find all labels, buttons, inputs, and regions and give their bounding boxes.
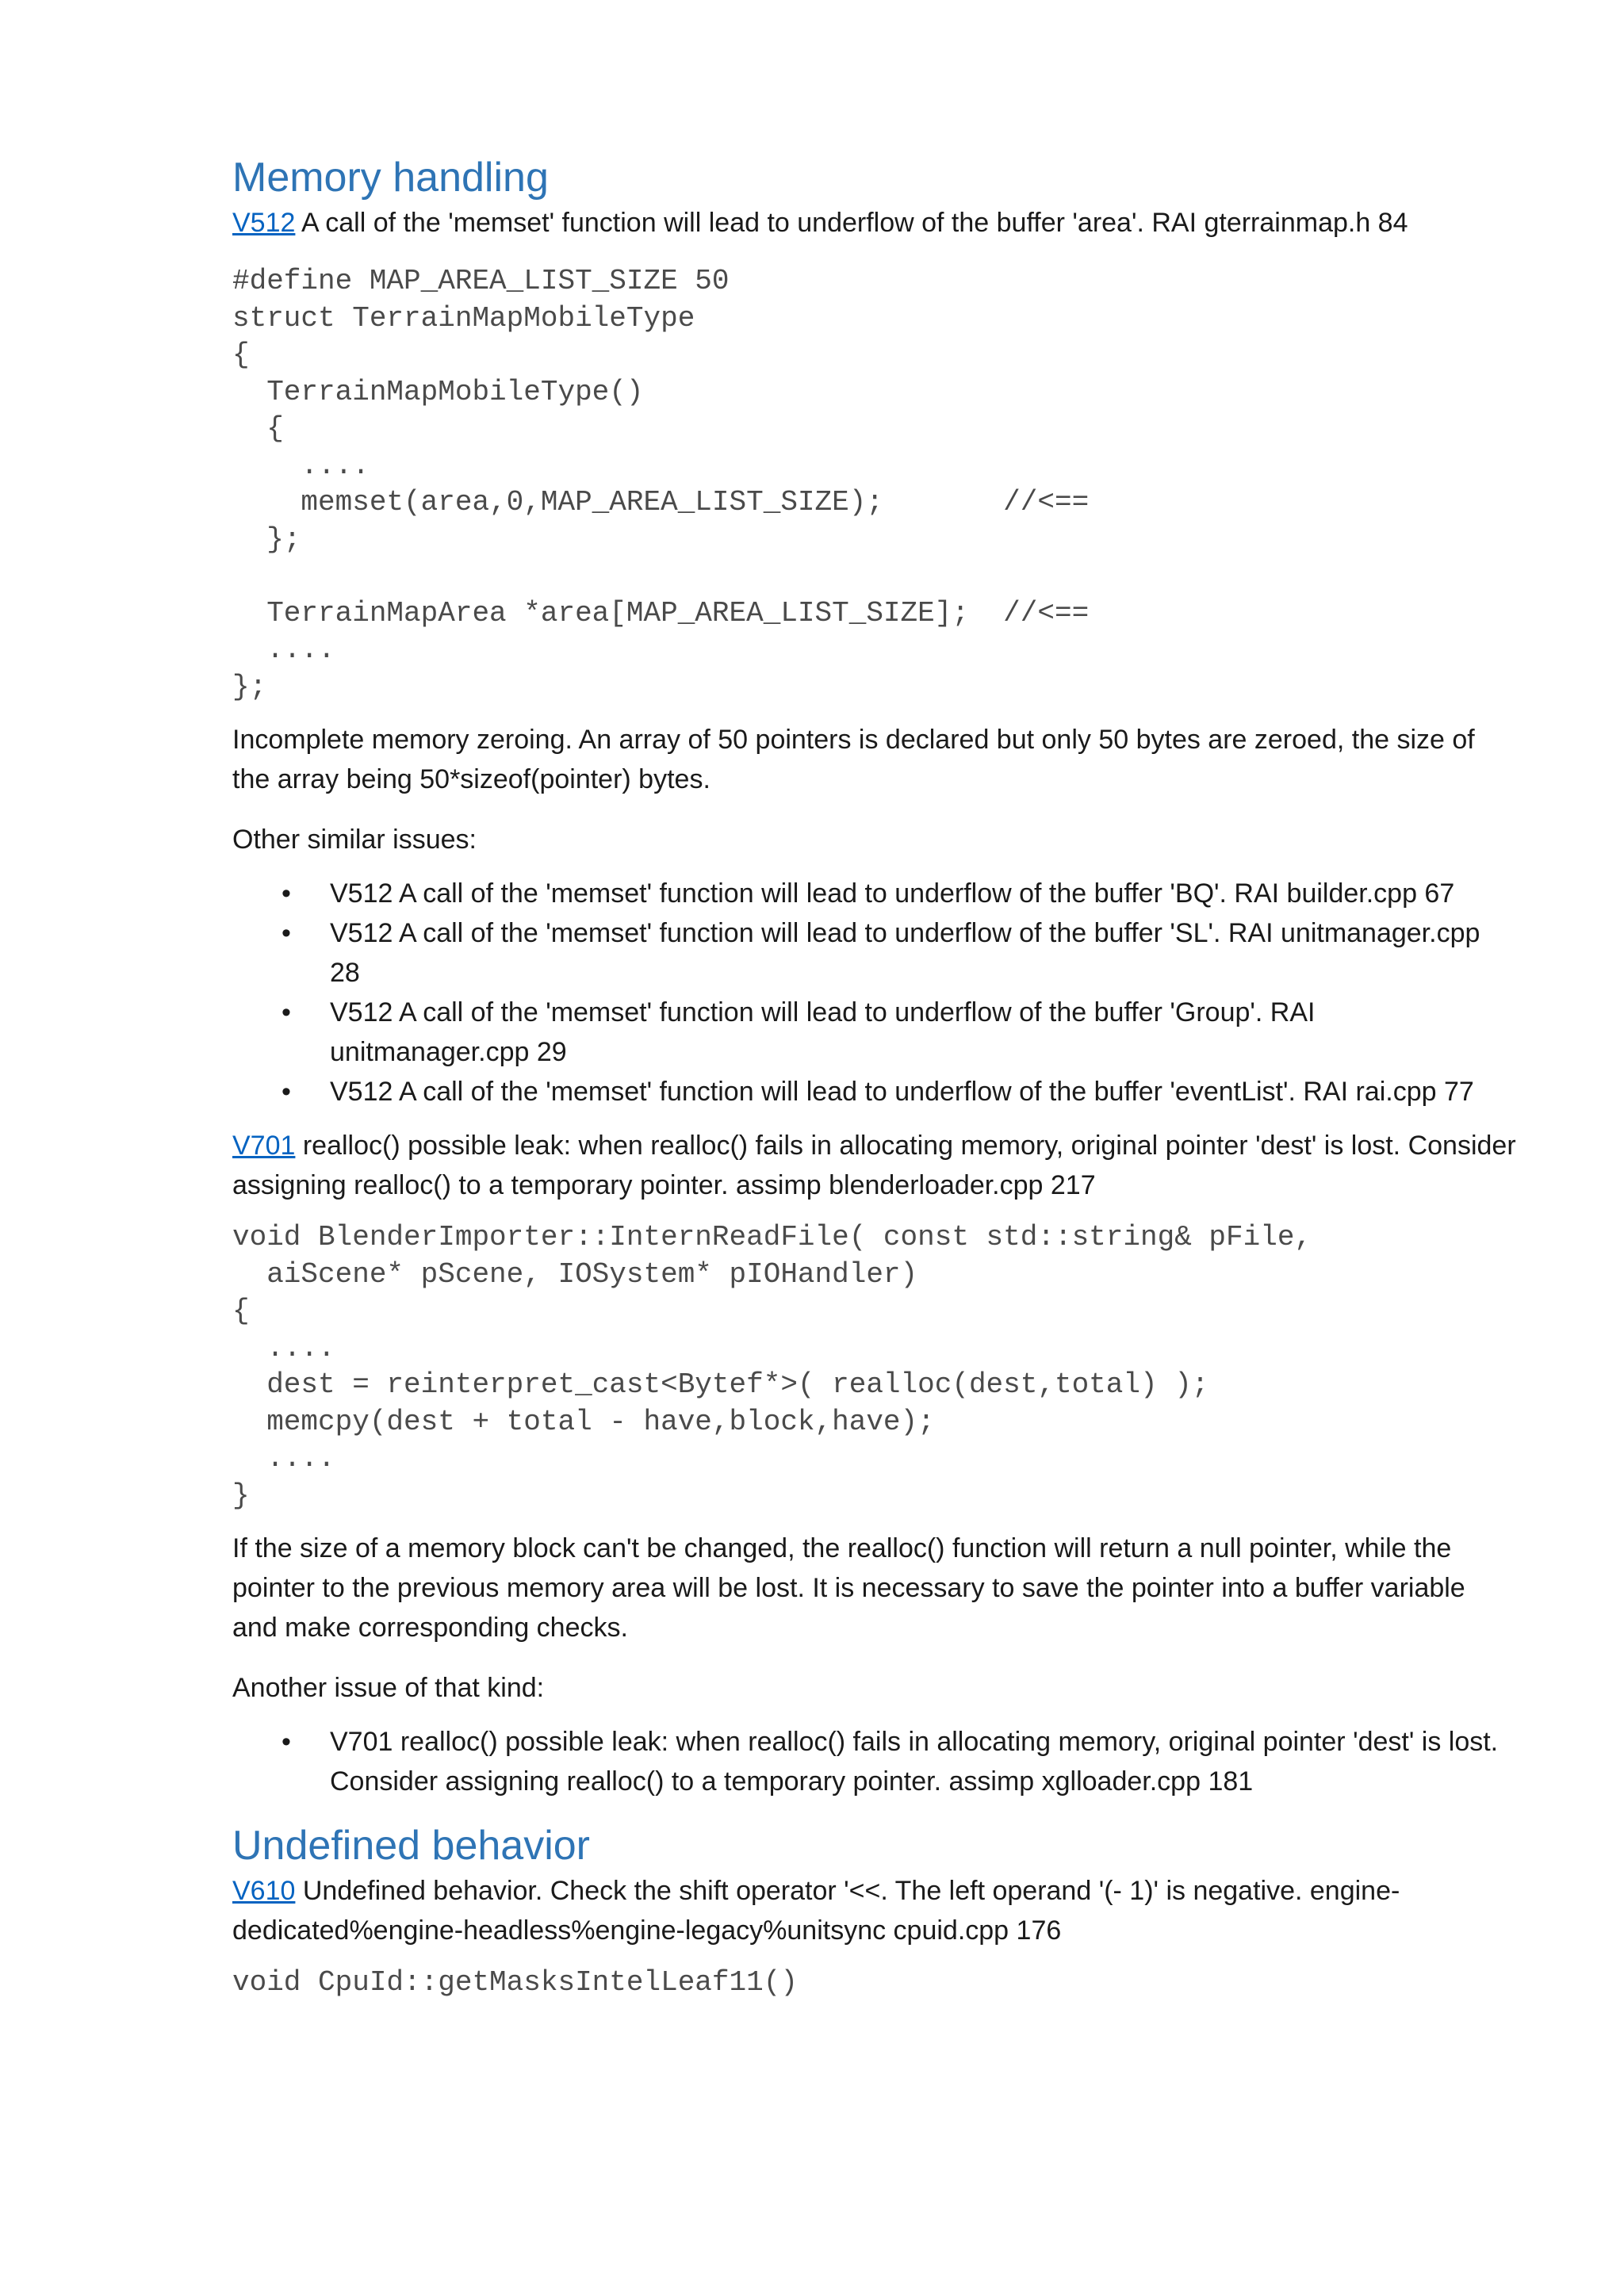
list-item-text: V512 A call of the 'memset' function will lead to underflow of the buffer 'eventList'. RAI rai.cpp 77 — [330, 1077, 1474, 1107]
list-item-text: V512 A call of the 'memset' function will lead to underflow of the buffer 'Group'. RAI unitmanager.cpp 29 — [330, 997, 1316, 1067]
diagnostic-v512-paragraph — [232, 203, 1517, 243]
diagnostic-link-v701[interactable]: V701 — [232, 1131, 296, 1161]
list-item — [232, 1722, 1517, 1801]
heading-memory-handling: Memory handling — [232, 155, 549, 201]
another-issues-list — [232, 1722, 1517, 1801]
diagnostic-text: A call of the 'memset' function will lead to underflow of the buffer 'area'. RAI gterrainmap.h 84 — [295, 208, 1408, 238]
bullet-icon: • — [282, 878, 291, 909]
bullet-icon: • — [282, 918, 291, 948]
list-item-text: V512 A call of the 'memset' function will lead to underflow of the buffer 'SL'. RAI unitmanager.cpp 28 — [330, 918, 1480, 988]
explanation-paragraph: If the size of a memory block can't be changed, the realloc() function will return a null pointer, while the pointer to the previous memory area will be lost. It is necessary to save the pointer into a buffer variable and make corresponding checks. — [232, 1533, 1465, 1643]
code-block-cpuid: void CpuId::getMasksIntelLeaf11() — [232, 1966, 798, 1999]
diagnostic-text: realloc() possible leak: when realloc() fails in allocating memory, original pointer 'dest' is lost. Consider assigning realloc() to a temporary pointer. assimp blenderloader.cpp 217 — [232, 1131, 1516, 1200]
document-content — [232, 152, 1517, 2016]
list-item — [232, 913, 1517, 993]
similar-issues-title: Other similar issues: — [232, 825, 477, 855]
code-block-terrainmap: #define MAP_AREA_LIST_SIZE 50 struct TerrainMapMobileType { TerrainMapMobileType() { .... memset(area,0,MAP_AREA_LIST_SIZE); //<== }; TerrainMapArea *area[MAP_AREA_LIST_SIZE]; //<== .... }; — [232, 265, 1090, 703]
another-issue-title: Another issue of that kind: — [232, 1673, 545, 1703]
diagnostic-v701-paragraph — [232, 1126, 1517, 1205]
explanation-paragraph: Incomplete memory zeroing. An array of 50 pointers is declared but only 50 bytes are zeroed, the size of the array being 50*sizeof(pointer) bytes. — [232, 725, 1475, 794]
bullet-icon: • — [282, 997, 291, 1027]
heading-undefined-behavior: Undefined behavior — [232, 1823, 590, 1869]
diagnostic-link-v512[interactable]: V512 — [232, 208, 296, 238]
list-item-text: V512 A call of the 'memset' function will lead to underflow of the buffer 'BQ'. RAI builder.cpp 67 — [330, 878, 1455, 909]
diagnostic-v610-paragraph — [232, 1871, 1517, 1950]
list-item — [232, 874, 1517, 913]
bullet-icon: • — [282, 1077, 291, 1107]
diagnostic-text: Undefined behavior. Check the shift operator '<<. The left operand '(- 1)' is negative. engine-dedicated%engine-headless%engine-legacy%unitsync cpuid.cpp 176 — [232, 1876, 1400, 1946]
bullet-icon: • — [282, 1727, 291, 1757]
similar-issues-list — [232, 874, 1517, 1112]
list-item — [232, 1072, 1517, 1112]
code-block-blenderimporter: void BlenderImporter::InternReadFile( const std::string& pFile, aiScene* pScene, IOSystem* pIOHandler) { .... dest = reinterpret_cast<Bytef*>( realloc(dest,total) ); memcpy(dest + total - have,block,have); .... } — [232, 1221, 1312, 1512]
list-item-text: V701 realloc() possible leak: when realloc() fails in allocating memory, original pointer 'dest' is lost. Consider assigning realloc() to a temporary pointer. assimp xglloader.cpp 181 — [330, 1727, 1499, 1797]
list-item — [232, 993, 1517, 1072]
diagnostic-link-v610[interactable]: V610 — [232, 1876, 296, 1906]
